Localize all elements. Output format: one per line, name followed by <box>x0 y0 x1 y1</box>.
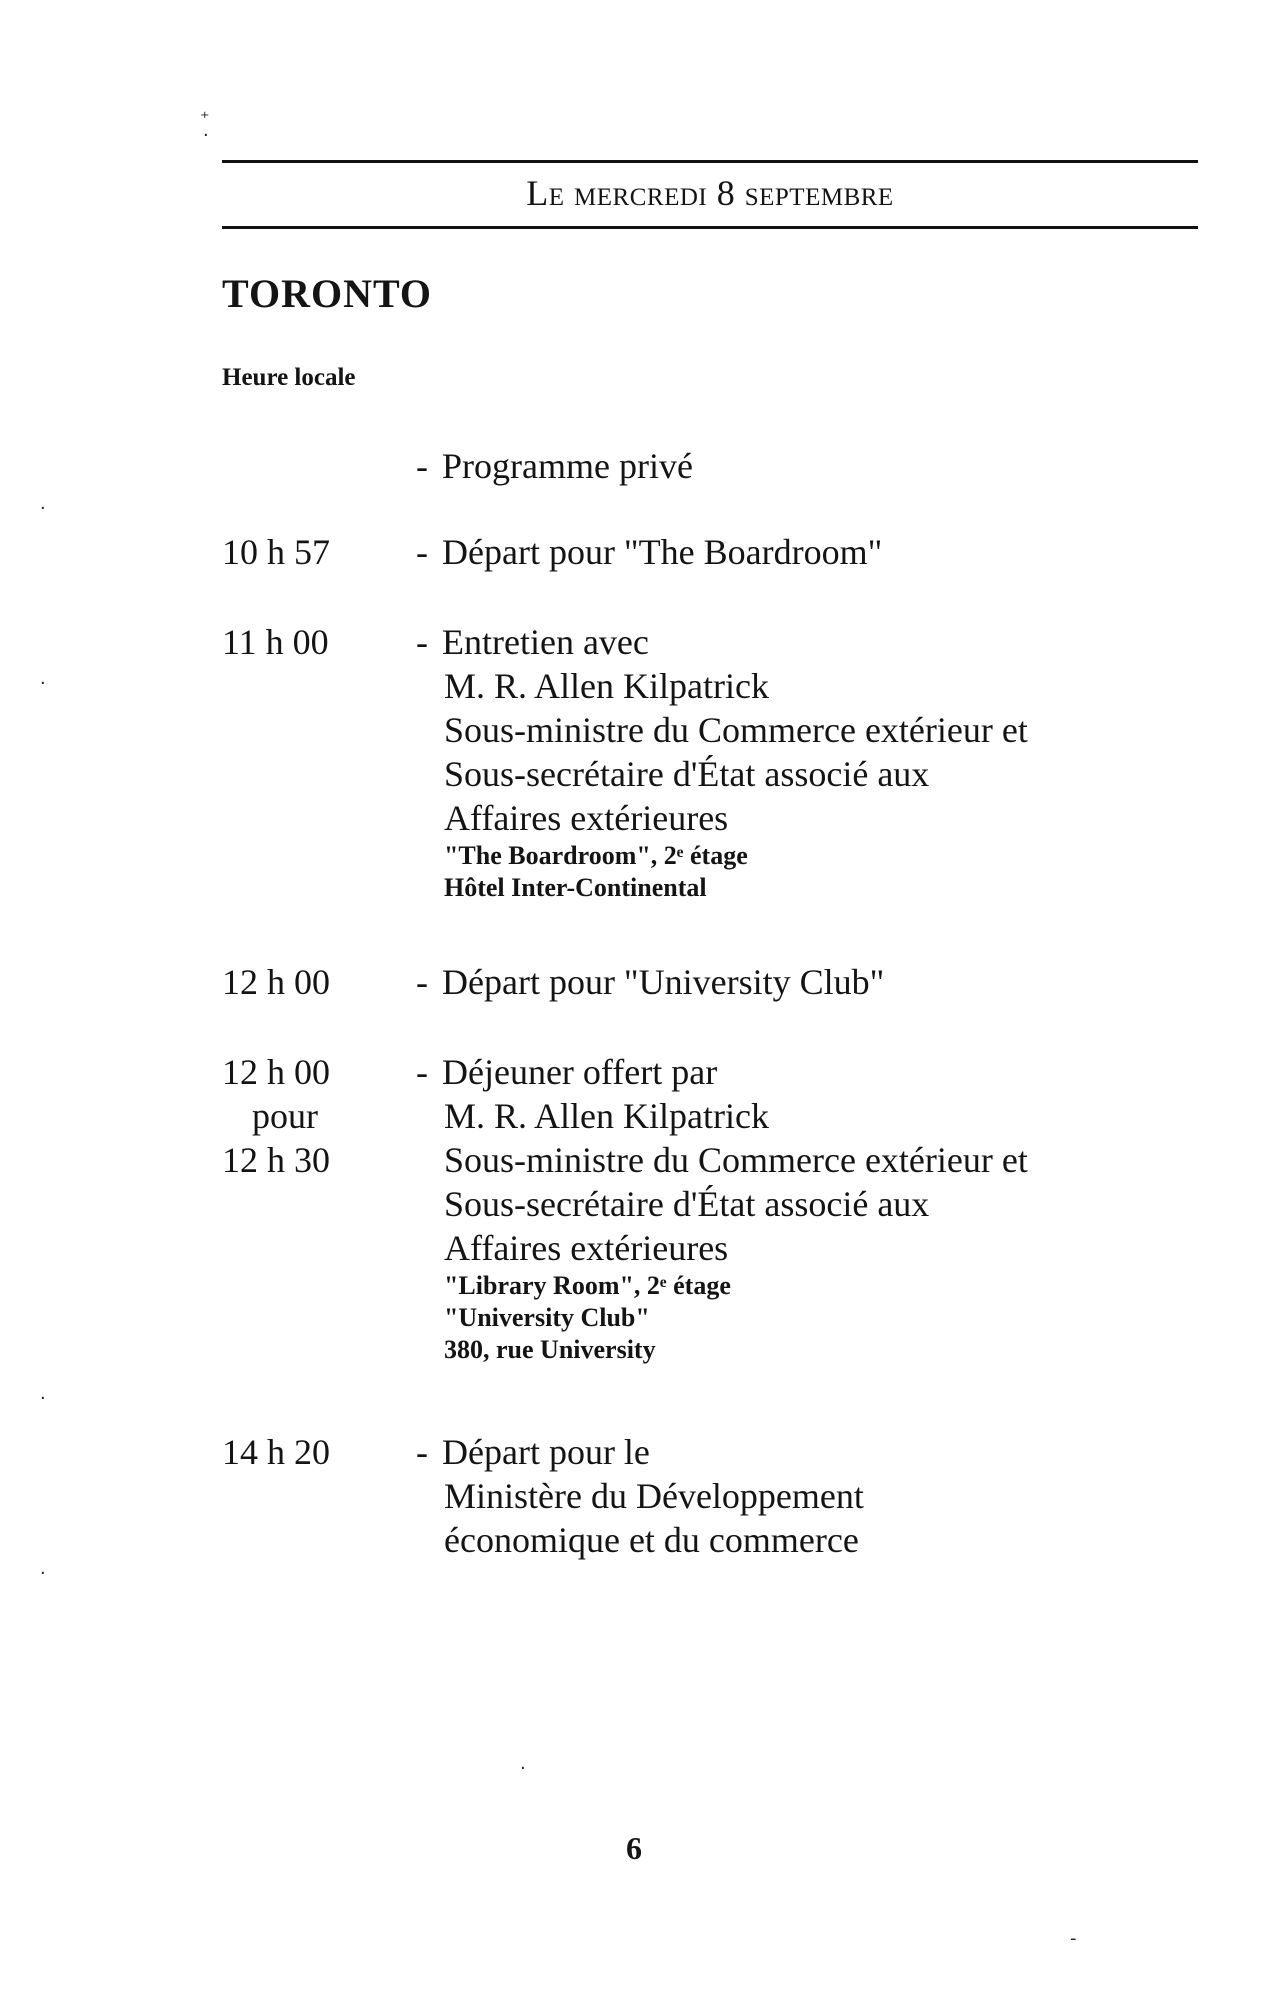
scan-mark: · <box>40 1563 46 1584</box>
entry-line: Sous-secrétaire d'État associé aux <box>444 1184 930 1224</box>
time-value: 10 h 57 <box>222 532 330 572</box>
entry-time <box>222 960 402 1004</box>
entry-line: Ministère du Développement <box>444 1476 864 1516</box>
entry-description: - Départ pour le Ministère du Développement économique et du commerce <box>444 1430 1184 1562</box>
time-value: 12 h 00 <box>222 962 330 1002</box>
entry-title: Entretien avec <box>442 622 649 662</box>
local-time-note: Heure locale <box>222 364 356 391</box>
entry-time <box>222 620 402 664</box>
scan-mark: · <box>40 673 46 694</box>
entry-line: Affaires extérieures <box>444 798 729 838</box>
header-rule-bottom <box>222 226 1198 229</box>
entry-location: "University Club" <box>444 1303 650 1332</box>
time-value: 12 h 00 <box>222 1052 330 1092</box>
entry-title: Départ pour "The Boardroom" <box>442 532 883 572</box>
entry-title: Programme privé <box>442 446 693 486</box>
entry-title: Départ pour le <box>442 1432 650 1472</box>
entry-location: Hôtel Inter-Continental <box>444 873 707 902</box>
entry-line: Sous-ministre du Commerce extérieur et <box>444 710 1028 750</box>
city-heading: TORONTO <box>222 271 433 316</box>
entry-description: - Départ pour "University Club" <box>416 962 885 1002</box>
time-value: 14 h 20 <box>222 1432 330 1472</box>
page-number: 6 <box>626 1830 642 1866</box>
scan-mark: ⁺ <box>200 108 210 129</box>
scan-mark: · <box>40 1388 46 1409</box>
scan-mark: · <box>40 498 46 519</box>
entry-line: M. R. Allen Kilpatrick <box>444 1096 769 1136</box>
time-value: 12 h 30 <box>222 1140 330 1180</box>
entry-location: 380, rue University <box>444 1335 656 1364</box>
entry-description: - Programme privé <box>416 446 693 486</box>
page-header-date: Le mercredi 8 septembre <box>526 173 894 213</box>
entry-title: Départ pour "University Club" <box>442 962 885 1002</box>
entry-description: - Entretien avec M. R. Allen Kilpatrick Sous-ministre du Commerce extérieur et Sous-secrétaire d'État associé aux Affaires extérieures "The Boardroom", 2ᵉ étage Hôtel Inter-Continental <box>444 620 1184 904</box>
entry-title: Déjeuner offert par <box>442 1052 718 1092</box>
scan-mark: · <box>520 1758 526 1779</box>
entry-time <box>222 530 402 574</box>
entry-location: "Library Room", 2ᵉ étage <box>444 1271 731 1300</box>
header-rule-top <box>222 160 1198 163</box>
time-value: pour <box>252 1096 318 1136</box>
entry-line: Affaires extérieures <box>444 1228 729 1268</box>
entry-description: - Départ pour "The Boardroom" <box>416 532 883 572</box>
entry-line: Sous-secrétaire d'État associé aux <box>444 754 930 794</box>
entry-line: économique et du commerce <box>444 1520 859 1560</box>
time-value: 11 h 00 <box>222 622 329 662</box>
entry-time <box>222 1050 402 1182</box>
entry-description: - Déjeuner offert par M. R. Allen Kilpatrick Sous-ministre du Commerce extérieur et Sous-secrétaire d'État associé aux Affaires extérieures "Library Room", 2ᵉ étage "University Club" 380, rue University <box>444 1050 1184 1366</box>
entry-location: "The Boardroom", 2ᵉ étage <box>444 841 748 870</box>
entry-time <box>222 1430 402 1474</box>
scan-mark: · <box>203 125 209 146</box>
entry-line: M. R. Allen Kilpatrick <box>444 666 769 706</box>
scan-mark: - <box>1070 1928 1077 1949</box>
entry-line: Sous-ministre du Commerce extérieur et <box>444 1140 1028 1180</box>
